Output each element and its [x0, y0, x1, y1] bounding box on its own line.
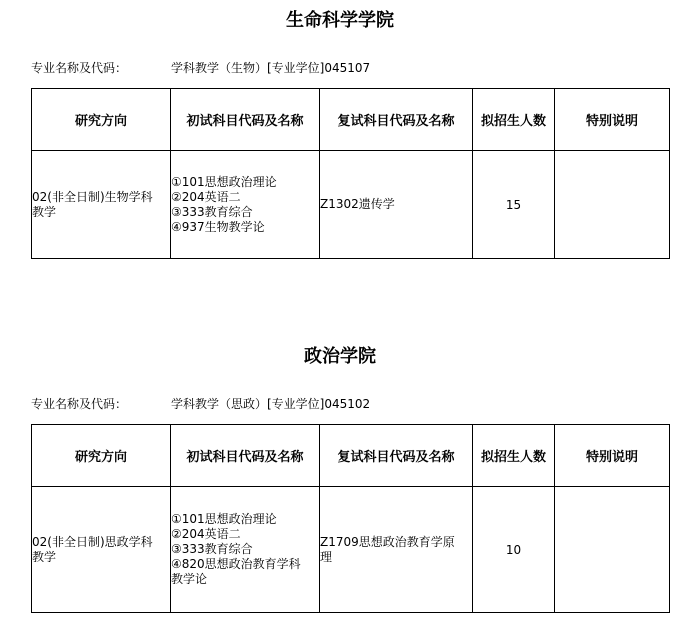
subject-item: ①101思想政治理论 — [171, 174, 277, 189]
direction-line: 教学 — [32, 549, 57, 564]
notes-cell — [555, 151, 670, 259]
section-title: 生命科学学院 — [286, 10, 394, 31]
enrollment-count: 10 — [473, 487, 555, 613]
subject-item: ④937生物教学论 — [171, 219, 265, 234]
initial-subjects-cell — [171, 151, 320, 259]
table-row — [32, 487, 670, 613]
direction-line: 教学 — [32, 204, 57, 219]
header-enrollment: 拟招生人数 — [473, 89, 555, 151]
direction-line: 02(非全日制)生物学科 — [32, 189, 153, 204]
direction-cell — [32, 151, 171, 259]
direction-cell — [32, 487, 171, 613]
header-direction: 研究方向 — [32, 89, 171, 151]
header-enrollment: 拟招生人数 — [473, 425, 555, 487]
major-value: 学科教学（思政）[专业学位]045102 — [171, 397, 371, 411]
subject-item: ④820思想政治教育学科 — [171, 557, 301, 571]
section-title: 政治学院 — [304, 346, 376, 367]
header-initial-subjects: 初试科目代码及名称 — [171, 89, 320, 151]
notes-cell — [555, 487, 670, 613]
admission-table — [31, 88, 670, 259]
header-notes: 特别说明 — [555, 89, 670, 151]
retest-line: Z1302遗传学 — [320, 197, 395, 211]
subject-item: 教学论 — [171, 572, 208, 586]
subject-item: ③333教育综合 — [171, 204, 253, 219]
major-label: 专业名称及代码： — [31, 397, 128, 411]
table-row — [32, 151, 670, 259]
enrollment-count: 15 — [473, 151, 555, 259]
subject-item: ③333教育综合 — [171, 542, 253, 556]
admission-table — [31, 424, 670, 613]
header-notes: 特别说明 — [555, 425, 670, 487]
subject-item: ①101思想政治理论 — [171, 512, 277, 526]
retest-subjects-cell — [320, 151, 473, 259]
major-label: 专业名称及代码： — [31, 61, 128, 75]
initial-subjects-cell — [171, 487, 320, 613]
subject-item: ②204英语二 — [171, 189, 241, 204]
retest-line: 理 — [320, 549, 333, 564]
table-header-row — [32, 425, 670, 487]
retest-line: Z1709思想政治教育学原 — [320, 534, 455, 549]
retest-subjects-cell — [320, 487, 473, 613]
header-retest-subjects: 复试科目代码及名称 — [320, 89, 473, 151]
table-header-row — [32, 89, 670, 151]
header-initial-subjects: 初试科目代码及名称 — [171, 425, 320, 487]
direction-line: 02(非全日制)思政学科 — [32, 534, 153, 549]
header-direction: 研究方向 — [32, 425, 171, 487]
major-value: 学科教学（生物）[专业学位]045107 — [171, 61, 371, 75]
subject-item: ②204英语二 — [171, 527, 241, 541]
header-retest-subjects: 复试科目代码及名称 — [320, 425, 473, 487]
